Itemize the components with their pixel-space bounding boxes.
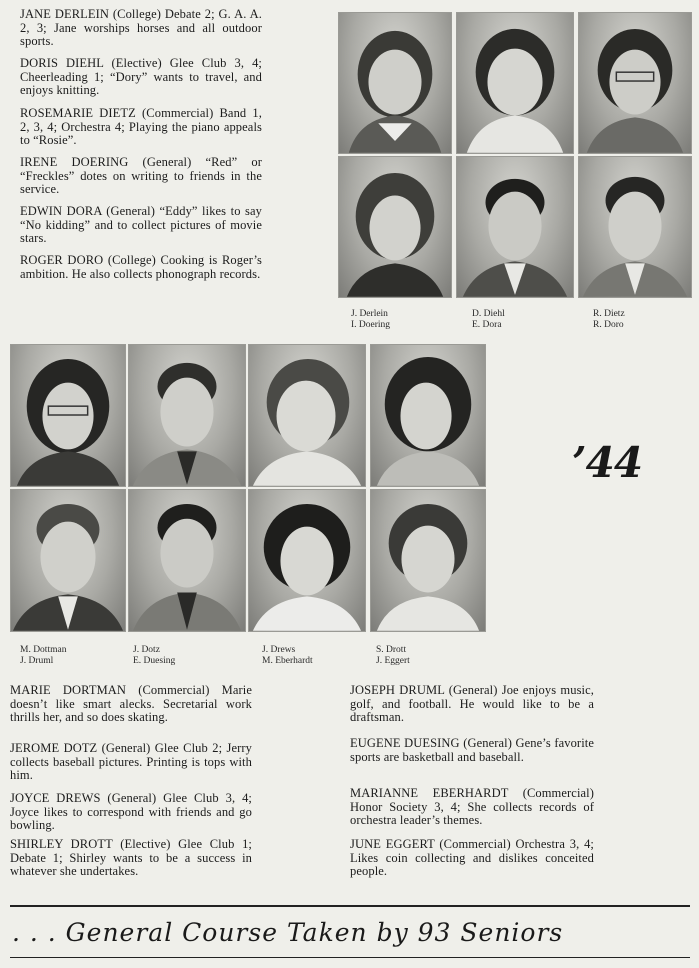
caption-name: E. Dora bbox=[472, 320, 502, 330]
caption-top-col1 bbox=[351, 309, 390, 331]
portrait-dietz bbox=[578, 12, 692, 154]
bio-drott: SHIRLEY DROTT (Elective) Glee Club 1; Debate 1; Shirley wants to be a success in whatever she undertakes. bbox=[10, 837, 252, 878]
caption-name: D. Diehl bbox=[472, 309, 505, 319]
bio-druml: JOSEPH DRUML (General) Joe enjoys music, golf, and football. He would like to be a draftsman. bbox=[350, 683, 594, 724]
bio-drews: JOYCE DREWS (General) Glee Club 3, 4; Joyce likes to correspond with friends and go bowling. bbox=[10, 791, 252, 832]
caption-top-col2 bbox=[472, 309, 505, 331]
caption-name: J. Dotz bbox=[133, 645, 160, 655]
portrait-drews bbox=[248, 344, 366, 487]
caption-name: M. Eberhardt bbox=[262, 656, 313, 666]
bio-doering: IRENE DOERING (General) “Red” or “Freckles” dotes on writing to friends in the service. bbox=[20, 155, 262, 196]
caption-name: E. Duesing bbox=[133, 656, 176, 666]
caption-mid-col2 bbox=[133, 645, 175, 667]
portrait-dotz bbox=[128, 344, 246, 487]
bio-dora: EDWIN DORA (General) “Eddy” likes to say “No kidding” and to collect pictures of movie stars. bbox=[20, 204, 262, 245]
portrait-eberhardt bbox=[248, 489, 366, 632]
bio-eggert: JUNE EGGERT (Commercial) Orchestra 3, 4; Likes coin collecting and dislikes conceited people. bbox=[350, 837, 594, 878]
portrait-doering bbox=[338, 156, 452, 298]
bio-duesing: EUGENE DUESING (General) Gene’s favorite sports are basketball and baseball. bbox=[350, 736, 594, 764]
bio-doro: ROGER DORO (College) Cooking is Roger’s ambition. He also collects phonograph records. bbox=[20, 253, 262, 281]
portrait-dora bbox=[456, 156, 574, 298]
caption-name: S. Drott bbox=[376, 645, 407, 655]
caption-mid-col4 bbox=[376, 645, 410, 667]
caption-name: J. Eggert bbox=[376, 656, 410, 666]
caption-name: J. Derlein bbox=[351, 309, 388, 319]
caption-name: I. Doering bbox=[351, 320, 391, 330]
class-year-mark: ’44 bbox=[572, 438, 643, 487]
bio-dortman: MARIE DORTMAN (Commercial) Marie doesn’t like smart alecks. Secretarial work thrills her, and so does skating. bbox=[10, 683, 252, 724]
footer-rule-top bbox=[10, 905, 690, 907]
caption-name: J. Druml bbox=[20, 656, 54, 666]
caption-name: J. Drews bbox=[262, 645, 296, 655]
portrait-doro bbox=[578, 156, 692, 298]
portrait-duesing bbox=[128, 489, 246, 632]
portrait-dortman bbox=[10, 344, 126, 487]
portrait-derlein bbox=[338, 12, 452, 154]
caption-mid-col1 bbox=[20, 645, 66, 667]
bio-diehl: DORIS DIEHL (Elective) Glee Club 3, 4; Cheerleading 1; “Dory” wants to travel, and enjoys knitting. bbox=[20, 56, 262, 97]
footer-rule-bottom bbox=[10, 957, 690, 958]
caption-name: M. Dottman bbox=[20, 645, 67, 655]
caption-mid-col3 bbox=[262, 645, 313, 667]
portrait-drott bbox=[370, 344, 486, 487]
footer-title: . . . General Course Taken by 93 Seniors bbox=[12, 918, 564, 947]
bio-derlein: JANE DERLEIN (College) Debate 2; G. A. A. 2, 3; Jane worships horses and all outdoor sports. bbox=[20, 7, 262, 48]
bio-eberhardt: MARIANNE EBERHARDT (Commercial) Honor Society 3, 4; She collects records of orchestra leader’s themes. bbox=[350, 786, 594, 827]
bio-dotz: JEROME DOTZ (General) Glee Club 2; Jerry collects baseball pictures. Printing is tops with him. bbox=[10, 741, 252, 782]
caption-top-col3 bbox=[593, 309, 625, 331]
portrait-eggert bbox=[370, 489, 486, 632]
portrait-diehl bbox=[456, 12, 574, 154]
caption-name: R. Dietz bbox=[593, 309, 625, 319]
caption-name: R. Doro bbox=[593, 320, 624, 330]
portrait-druml bbox=[10, 489, 126, 632]
bio-dietz: ROSEMARIE DIETZ (Commercial) Band 1, 2, 3, 4; Orchestra 4; Playing the piano appeals to “Rosie”. bbox=[20, 106, 262, 147]
